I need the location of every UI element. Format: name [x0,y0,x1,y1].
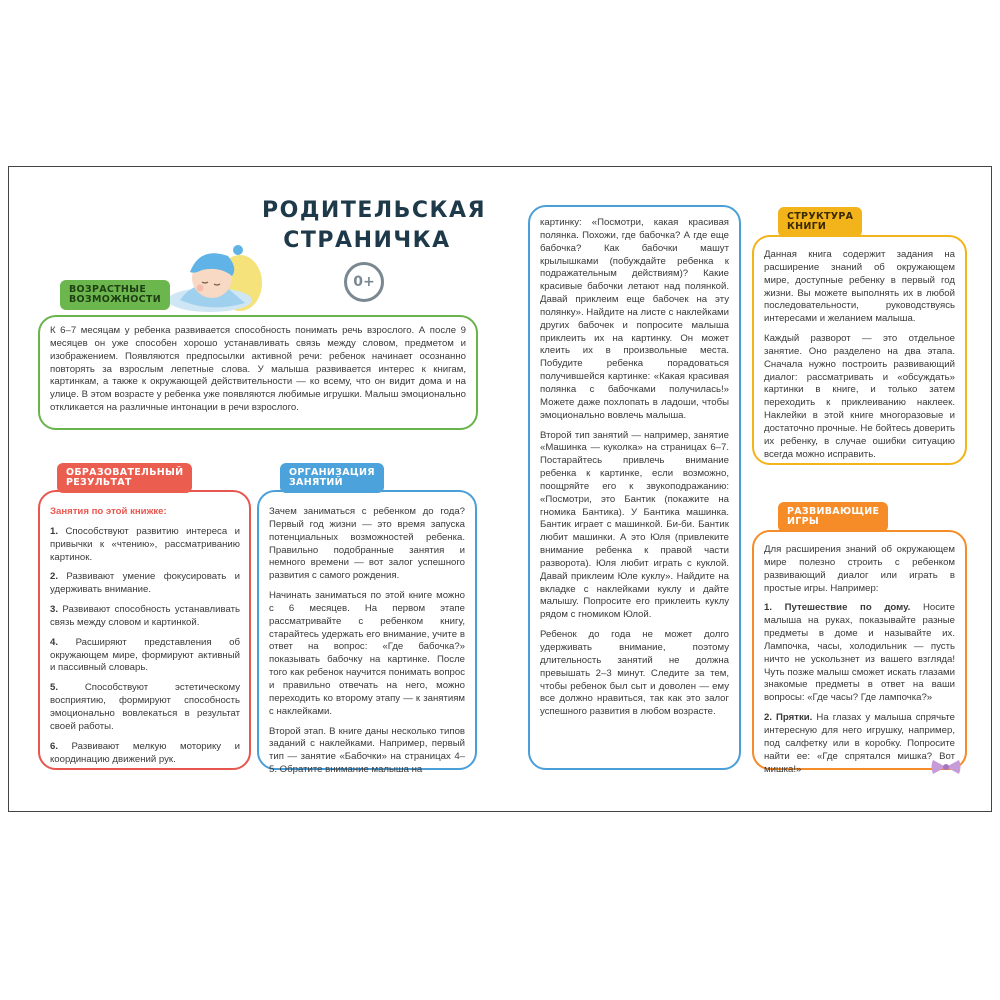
age-rating-badge [344,262,384,302]
educational-item [50,682,240,733]
game-2 [764,712,955,776]
educational-item-text: Способствуют эстетическому восприятию, формируют способность эмоционально вовлекаться в результат своей работы. [50,682,240,732]
continuation-p2: Второй тип занятий — например, занятие «Машинка — куколка» на страницах 6–7. Постарайтесь привлечь внимание ребенка к картинке, если возможно, поощряйте его к звукоподражанию: «Посмотри, это Бантик (покажите на гномика Бантика). У Бантика машинка. Бантик играет с машинкой. Би-би. Бантик любит машинки. А это Юля (привлеките внимание ребенка к правой части разворота). Юля любит играть с куклой. Давай приклеим Юле куклу». Найдите на вкладке с наклейками куклу и дайте малышу. Попросите его приклеить куклу рядом с гномиком Юлой. [540,429,729,621]
educational-item-text: Развивают умение фокусировать и удерживать внимание. [50,571,241,596]
developing-games-box [752,530,967,775]
organization-box [257,490,477,776]
developing-games-label [778,502,888,532]
organization-p2: Начинать заниматься по этой книге можно с 6 месяцев. На первом этапе рассматривайте с ребенком книгу, старайтесь удержать его внимание, учите в ответ на вопрос: «Где бабочка?» показывать бабочку на картинке. После того как ребенок научится понимать вопрос и правильно отвечать на него, можно переходить ко второму этапу — к занятиям с наклейками. [269,590,465,717]
educational-item-number: 5. [50,682,59,694]
organization-label [280,463,384,493]
organization-p3: Второй этап. В книге даны несколько типов заданий с наклейками. Например, первый тип — занятие «Бабочки» на страницах 4–5. Обратите внимание малыша на [269,725,465,776]
page-title [262,196,487,255]
game-2-text: На глазах у малыша спрячьте интересную для него игрушку, например, под салфетку или в коробку. Попросите найти ее: «Где спрятался мишка? Вот мишка!» [764,712,955,775]
game-2-title: 2. Прятки. [764,712,813,724]
educational-item [50,571,240,597]
educational-result-box [38,490,251,770]
game-1-title: 1. Путешествие по дому. [764,602,911,614]
age-capabilities-text: К 6–7 месяцам у ребенка развивается способность понимать речь взрослого. А после 9 месяцев он уже способен хорошо устанавливать связь между словом, предметом и изображением. Появляются предпосылки активной речи: ребенок начинает осознанно повторять за взрослым лепетные слова. У малыша развивается интерес к книгам, картинкам, а также к окружающей действительности — ко всему, что он видит дома и на улице. В этом возрасте у ребенка уже появляются любимые игрушки. Малыш эмоционально откликается на различные интонации в речи взрослого. [50,325,466,414]
educational-item-number: 4. [50,636,59,648]
educational-item-text: Способствуют развитию интереса и привычки к «чтению», рассматриванию картинок. [50,525,240,563]
bow-icon [930,758,962,776]
educational-item-number: 3. [50,604,59,616]
educational-item [50,526,240,565]
org-label-line-2: ЗАНЯТИЙ [289,477,343,489]
age-capabilities-box [38,315,478,430]
title-line-1: РОДИТЕЛЬСКАЯ [262,198,487,223]
edu-label-line-2: РЕЗУЛЬТАТ [66,477,132,489]
continuation-p3: Ребенок до года не может долго удерживать внимание, поэтому длительность занятий не должна превышать 2–3 минут. Следите за тем, чтобы ребенок был сыт и доволен — ему все должно нравиться, так как это залог успешного развития в любом возрасте. [540,629,729,718]
educational-list [50,526,240,767]
structure-label-line-1: СТРУКТУРА [787,211,854,222]
age-label-line-2: ВОЗМОЖНОСТИ [69,294,161,306]
continuation-p1: картинку: «Посмотри, какая красивая полянка. Похожи, где бабочка? А где еще бабочка? Как бабочки машут крылышками (побуждайте ребенка к подражательным действиям)? Какие красивые бабочки летают над полянкой. Давай приклеим еще бабочек на эту полянку». Найдите на листе с наклейками других бабочек и попросите малыша приклеить их на картинку. Он может клеить их в произвольные места. Побудите ребенка порадоваться получившейся картинке: «Какая красивая полянка с бабочками получилась!» Можете даже похлопать в ладоши, чтобы эмоционально вовлечь малыша. [540,217,729,421]
age-label-line-1: ВОЗРАСТНЫЕ [69,284,147,295]
educational-item-number: 6. [50,740,59,752]
structure-p1: Данная книга содержит задания на расширение знаний об окружающем мире, доступные ребенку в первый год жизни. Вы можете выполнять их в любой последовательности, руководствуясь интересами и желанием малыша. [764,249,955,325]
title-line-2: СТРАНИЧКА [283,227,451,253]
org-label-line-1: ОРГАНИЗАЦИЯ [289,467,375,478]
educational-item [50,741,240,767]
educational-item [50,637,240,676]
educational-heading: Занятия по этой книжке: [50,506,167,517]
game-1 [764,602,955,705]
educational-item-text: Расширяют представления об окружающем мире, формируют активный и пассивный словарь. [50,636,240,674]
structure-p2: Каждый разворот — это отдельное занятие. Оно разделено на два этапа. Сначала нужно построить развивающий диалог: рассматривать и «обсуждать» картинки в книге, и только затем переходить к приклеиванию наклеек. Наклейки в этой книге многоразовые и достаточно прочные. Не бойтесь доверить их ребенку, в случае ошибки ситуацию всегда можно исправить. [764,333,955,460]
educational-item-number: 1. [50,525,59,537]
educational-item-text: Развивают мелкую моторику и координацию движений рук. [50,740,240,765]
continuation-box [528,205,741,770]
edu-label-line-1: ОБРАЗОВАТЕЛЬНЫЙ [66,467,184,478]
structure-label-line-2: КНИГИ [787,221,827,233]
organization-p1: Зачем заниматься с ребенком до года? Первый год жизни — это время запуска потенциальных возможностей ребенка. Правильно подобранные занятия и немного времени — вот залог успешного развития с самого рождения. [269,506,465,582]
games-label-line-1: РАЗВИВАЮЩИЕ [787,506,880,517]
educational-item [50,604,240,630]
educational-result-label [57,463,192,493]
game-1-text: Носите малыша на руках, показывайте разные предметы в доме и называйте их. Лампочка, часы, холодильник — пусть ничто не ускользнет из вашего взгляда! Чуть позже малыш сможет искать глазами знакомые предметы в ответ на ваши вопросы: «Где часы? Где лампочка?» [764,602,955,704]
book-structure-box [752,235,967,465]
games-label-line-2: ИГРЫ [787,516,820,528]
age-capabilities-label [60,280,170,310]
educational-item-text: Развивают способность устанавливать связь между словом и картинкой. [50,604,240,628]
games-intro: Для расширения знаний об окружающем мире полезно строить с ребенком развивающий диалог или играть в простые игры. Например: [764,544,955,594]
age-rating-text: 0+ [353,274,375,290]
educational-item-number: 2. [50,571,59,583]
book-structure-label [778,207,862,237]
